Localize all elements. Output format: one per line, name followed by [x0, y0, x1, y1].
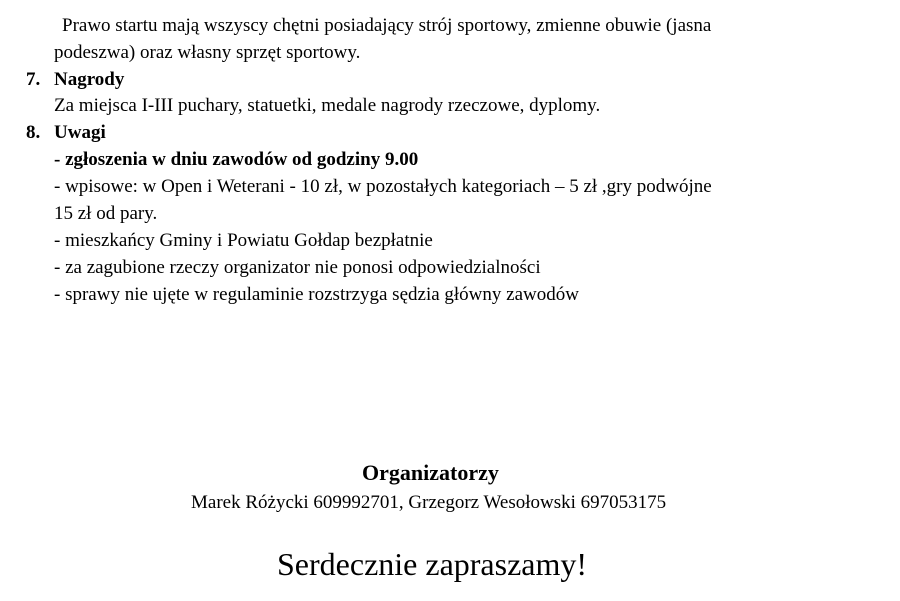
section-7-text: Za miejsca I-III puchary, statuetki, medale nagrody rzeczowe, dyplomy. [54, 95, 601, 116]
section-7-title: Nagrody [54, 69, 125, 90]
section-8-item-fee: - wpisowe: w Open i Weterani - 10 zł, w pozostałych kategoriach – 5 zł ,gry podwójne [54, 176, 712, 197]
organizers-title: Organizatorzy [362, 460, 499, 485]
section-8-number: 8. [26, 122, 41, 143]
intro-line-2: podeszwa) oraz własny sprzęt sportowy. [54, 42, 361, 63]
section-8-item-registration: - zgłoszenia w dniu zawodów od godziny 9.00 [54, 149, 419, 170]
section-8-item-lost-items: - za zagubione rzeczy organizator nie ponosi odpowiedzialności [54, 257, 541, 278]
section-8-item-referee: - sprawy nie ujęte w regulaminie rozstrzyga sędzia główny zawodów [54, 284, 579, 305]
section-8-title: Uwagi [54, 122, 106, 143]
closing-invitation: Serdecznie zapraszamy! [277, 546, 588, 582]
section-7-number: 7. [26, 69, 41, 90]
section-8-item-fee-cont: 15 zł od pary. [54, 203, 158, 224]
intro-line-1: Prawo startu mają wszyscy chętni posiadający strój sportowy, zmienne obuwie (jasna [62, 15, 712, 36]
section-8-item-residents: - mieszkańcy Gminy i Powiatu Gołdap bezpłatnie [54, 230, 433, 251]
organizers-names: Marek Różycki 609992701, Grzegorz Wesołowski 697053175 [191, 492, 667, 513]
